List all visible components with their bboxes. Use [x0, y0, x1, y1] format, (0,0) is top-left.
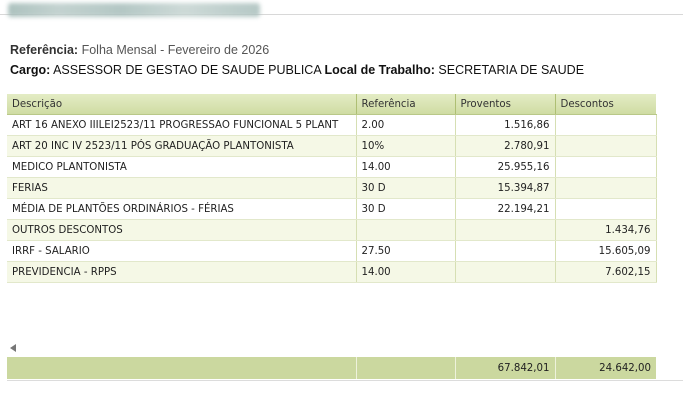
referencia-label: Referência:	[10, 43, 79, 57]
cell-descricao: ART 20 INC IV 2523/11 PÓS GRADUAÇÃO PLANTONISTA	[7, 136, 356, 157]
local-trabalho-value: SECRETARIA DE SAUDE	[438, 63, 585, 77]
table-row	[7, 115, 656, 136]
table-row	[7, 241, 656, 262]
totals-empty-referencia	[356, 357, 455, 379]
totals-row	[7, 357, 656, 379]
redacted-employee-name	[8, 3, 260, 17]
local-trabalho-label: Local de Trabalho:	[324, 63, 435, 77]
table-row	[7, 178, 656, 199]
cell-descontos: 15.605,09	[555, 241, 656, 262]
cell-descontos: 1.434,76	[555, 220, 656, 241]
cell-descontos	[555, 199, 656, 220]
referencia-line	[10, 43, 269, 57]
table-row	[7, 157, 656, 178]
cell-descontos	[555, 115, 656, 136]
table-row	[7, 136, 656, 157]
cell-proventos	[455, 220, 555, 241]
cargo-line	[10, 63, 584, 77]
cell-referencia: 30 D	[356, 199, 455, 220]
cell-referencia	[356, 220, 455, 241]
cell-descontos	[555, 178, 656, 199]
bottom-divider	[7, 380, 683, 381]
cell-referencia: 14.00	[356, 262, 455, 283]
column-header-descontos[interactable]: Descontos	[555, 94, 656, 115]
cell-descricao: MÉDIA DE PLANTÕES ORDINÁRIOS - FÉRIAS	[7, 199, 356, 220]
cell-descontos	[555, 136, 656, 157]
cell-descontos: 7.602,15	[555, 262, 656, 283]
cell-proventos: 15.394,87	[455, 178, 555, 199]
scroll-left-icon[interactable]	[10, 344, 16, 352]
referencia-value: Folha Mensal - Fevereiro de 2026	[81, 43, 270, 57]
table-row	[7, 199, 656, 220]
cell-descricao: IRRF - SALARIO	[7, 241, 356, 262]
cell-proventos: 22.194,21	[455, 199, 555, 220]
cell-referencia: 10%	[356, 136, 455, 157]
column-header-referencia[interactable]: Referência	[356, 94, 455, 115]
cell-descricao: FERIAS	[7, 178, 356, 199]
cell-proventos	[455, 241, 555, 262]
cell-descricao: OUTROS DESCONTOS	[7, 220, 356, 241]
cargo-label: Cargo:	[10, 63, 51, 77]
table-header-row	[7, 94, 656, 115]
total-descontos: 24.642,00	[555, 357, 656, 379]
cell-descontos	[555, 157, 656, 178]
cell-proventos: 25.955,16	[455, 157, 555, 178]
cell-referencia: 27.50	[356, 241, 455, 262]
table-row	[7, 220, 656, 241]
cell-descricao: PREVIDENCIA - RPPS	[7, 262, 356, 283]
payroll-table	[7, 94, 657, 283]
total-proventos: 67.842,01	[455, 357, 555, 379]
cell-referencia: 30 D	[356, 178, 455, 199]
totals-empty-descricao	[7, 357, 356, 379]
column-header-proventos[interactable]: Proventos	[455, 94, 555, 115]
cargo-value: ASSESSOR DE GESTAO DE SAUDE PUBLICA	[53, 63, 321, 77]
cell-proventos: 2.780,91	[455, 136, 555, 157]
cell-referencia: 2.00	[356, 115, 455, 136]
cell-descricao: MEDICO PLANTONISTA	[7, 157, 356, 178]
cell-proventos: 1.516,86	[455, 115, 555, 136]
cell-proventos	[455, 262, 555, 283]
column-header-descricao[interactable]: Descrição	[7, 94, 356, 115]
cell-descricao: ART 16 ANEXO IIILEI2523/11 PROGRESSAO FUNCIONAL 5 PLANT	[7, 115, 356, 136]
cell-referencia: 14.00	[356, 157, 455, 178]
table-row	[7, 262, 656, 283]
